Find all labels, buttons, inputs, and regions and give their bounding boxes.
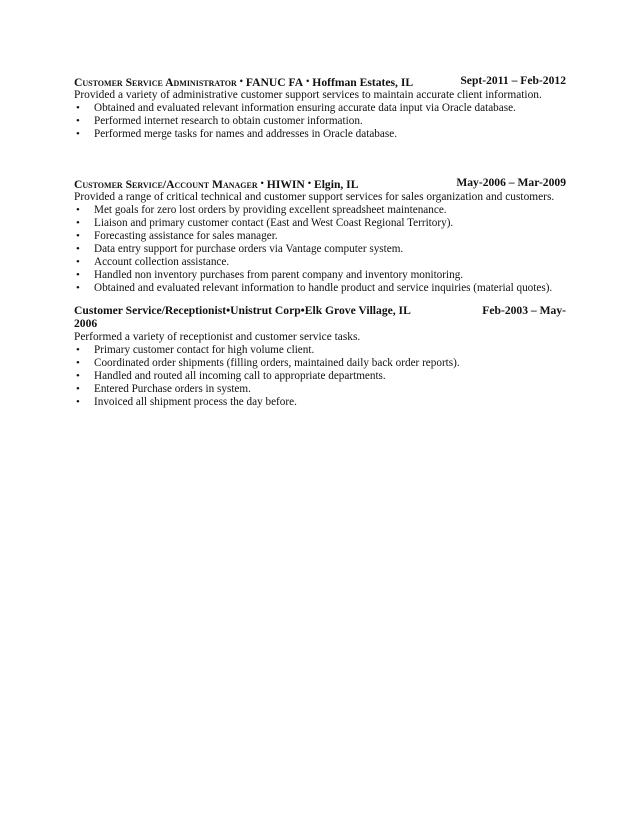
bullet-item	[74, 370, 566, 383]
bullet-item	[74, 204, 566, 217]
bullet-icon: •	[76, 102, 80, 114]
job-heading	[74, 74, 566, 88]
job-title: Customer Service Administrator	[74, 76, 237, 89]
job-dates: Sept-2011 – Feb-2012	[460, 74, 566, 87]
bullet-item	[74, 102, 566, 115]
bullet-icon: •	[76, 344, 80, 356]
job-entry-fanuc	[74, 74, 566, 141]
separator-dot: •	[239, 76, 243, 86]
bullet-text: Data entry support for purchase orders via Vantage computer system.	[94, 243, 404, 255]
bullet-item	[74, 230, 566, 243]
bullet-text: Account collection assistance.	[94, 256, 230, 268]
bullet-icon: •	[76, 115, 80, 127]
bullet-icon: •	[76, 396, 80, 408]
bullet-item	[74, 217, 566, 230]
bullet-text: Entered Purchase orders in system.	[94, 383, 251, 395]
bullet-icon: •	[76, 357, 80, 369]
job-location: Elk Grove Village, IL	[304, 304, 411, 317]
job-title: Customer Service/Account Manager	[74, 178, 258, 191]
separator-dot: •	[226, 304, 231, 317]
bullet-text: Liaison and primary customer contact (East and West Coast Regional Territory).	[94, 217, 454, 229]
bullet-item	[74, 344, 566, 357]
bullet-text: Coordinated order shipments (filling orders, maintained daily back order reports).	[94, 357, 460, 369]
bullet-icon: •	[76, 383, 80, 395]
job-dates: May-2006 – Mar-2009	[456, 176, 566, 189]
bullet-item	[74, 256, 566, 269]
bullet-icon: •	[76, 243, 80, 255]
bullet-item	[74, 383, 566, 396]
bullet-item	[74, 396, 566, 409]
bullet-icon: •	[76, 230, 80, 242]
job-summary: Performed a variety of receptionist and customer service tasks.	[74, 331, 361, 343]
company-name: HIWIN	[266, 178, 305, 191]
bullet-item	[74, 357, 566, 370]
bullet-text: Invoiced all shipment process the day before.	[94, 396, 297, 408]
bullet-icon: •	[76, 282, 80, 294]
separator-dot: •	[307, 178, 311, 188]
job-location: Hoffman Estates, IL	[312, 76, 414, 89]
bullet-item	[74, 243, 566, 256]
separator-dot: •	[300, 304, 305, 317]
bullet-item	[74, 282, 566, 295]
bullet-icon: •	[76, 204, 80, 216]
bullet-text: Obtained and evaluated relevant information to handle product and service inquiries (material quotes).	[94, 282, 553, 294]
job-summary: Provided a range of critical technical and customer support services for sales organization and customers.	[74, 191, 555, 203]
bullet-icon: •	[76, 217, 80, 229]
job-bullets	[74, 102, 566, 141]
job-dates: Feb-2003 – May-	[482, 304, 566, 317]
bullet-icon: •	[76, 256, 80, 268]
bullet-icon: •	[76, 370, 80, 382]
job-bullets	[74, 204, 566, 295]
bullet-text: Performed internet research to obtain customer information.	[94, 115, 363, 127]
job-bullets	[74, 344, 566, 409]
job-heading	[74, 176, 566, 190]
company-name: FANUC FA	[245, 76, 304, 89]
separator-dot: •	[260, 178, 264, 188]
job-title: Customer Service/Receptionist	[74, 304, 227, 317]
bullet-item	[74, 269, 566, 282]
separator-dot: •	[306, 76, 310, 86]
bullet-item	[74, 128, 566, 141]
bullet-text: Handled non inventory purchases from parent company and inventory monitoring.	[94, 269, 464, 281]
bullet-text: Primary customer contact for high volume client.	[94, 344, 315, 356]
job-entry-unistrut	[74, 304, 566, 409]
job-dates-continued: 2006	[74, 317, 98, 330]
job-entry-hiwin	[74, 176, 566, 295]
bullet-text: Obtained and evaluated relevant information ensuring accurate data input via Oracle database.	[94, 102, 516, 114]
bullet-text: Forecasting assistance for sales manager.	[94, 230, 278, 242]
bullet-item	[74, 115, 566, 128]
bullet-icon: •	[76, 128, 80, 140]
job-location: Elgin, IL	[313, 178, 359, 191]
job-heading	[74, 304, 566, 330]
job-summary: Provided a variety of administrative customer support services to maintain accurate client information.	[74, 89, 542, 101]
bullet-icon: •	[76, 269, 80, 281]
bullet-text: Performed merge tasks for names and addresses in Oracle database.	[94, 128, 397, 140]
company-name: Unistrut Corp	[230, 304, 301, 317]
bullet-text: Handled and routed all incoming call to appropriate departments.	[94, 370, 386, 382]
bullet-text: Met goals for zero lost orders by providing excellent spreadsheet maintenance.	[94, 204, 447, 216]
